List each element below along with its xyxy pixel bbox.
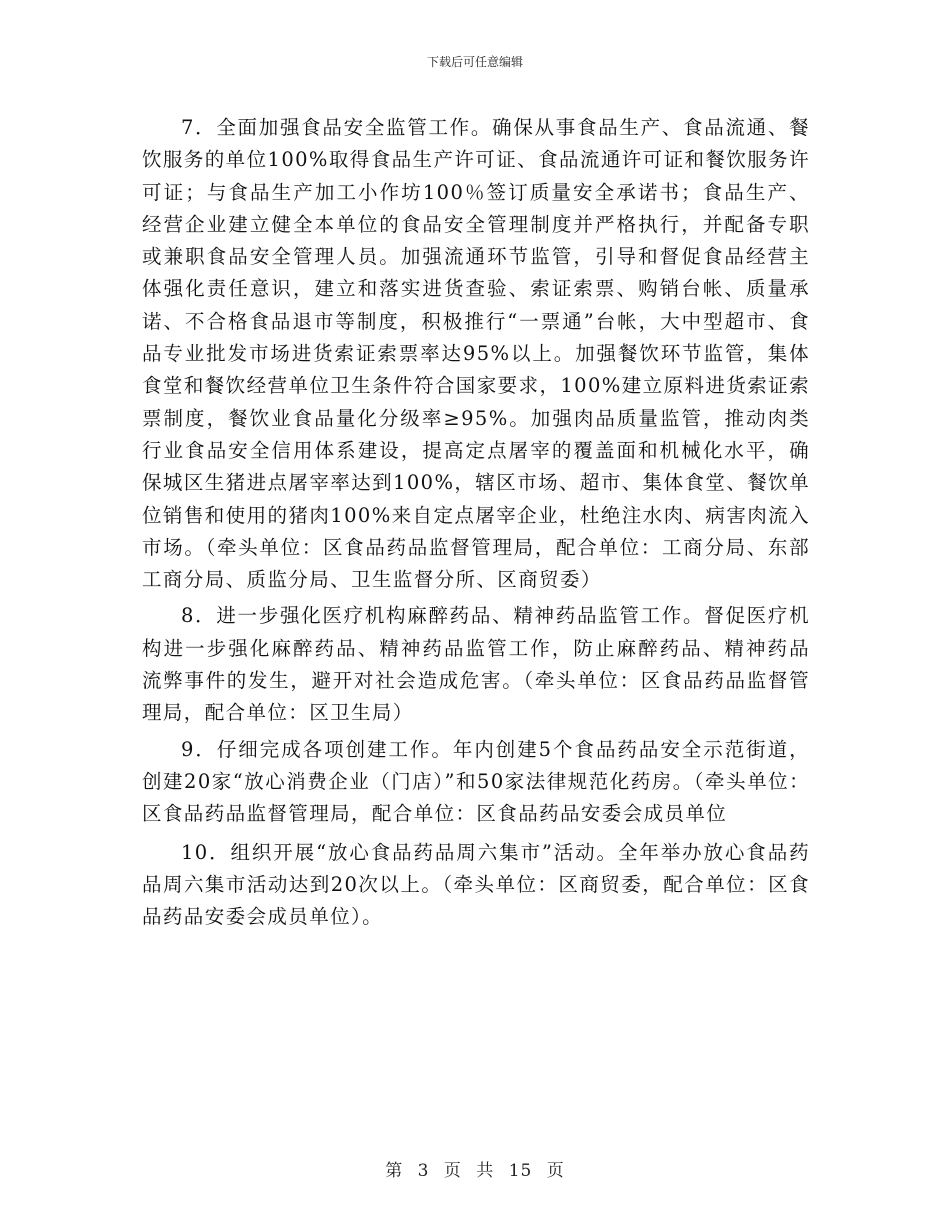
paragraph-item-8: 8．进一步强化医疗机构麻醉药品、精神药品监管工作。督促医疗机构进一步强化麻醉药品、精神药品监管工作，防止麻醉药品、精神药品流弊事件的发生，避开对社会造成危害。（牵头单位：区食品药品监督管理局，配合单位：区卫生局）: [142, 604, 810, 725]
document-body: [142, 112, 810, 937]
page-header-note: 下载后可任意编辑: [426, 55, 523, 69]
footer-current-page: 3: [417, 1161, 430, 1181]
footer-suffix: 页: [546, 1161, 565, 1181]
footer-total-pages: 15: [508, 1161, 533, 1181]
paragraph-item-10: 10．组织开展“放心食品药品周六集市”活动。全年举办放心食品药品周六集市活动达到20次以上。（牵头单位：区商贸委，配合单位：区食品药品安委会成员单位）。: [142, 840, 810, 929]
footer-page-word: 页: [443, 1161, 462, 1181]
paragraph-item-9: 9．仔细完成各项创建工作。年内创建5个食品药品安全示范街道，创建20家“放心消费企业（门店）”和50家法律规范化药房。（牵头单位：区食品药品监督管理局，配合单位：区食品药品安委会成员单位: [142, 737, 810, 826]
footer-total-prefix: 共: [476, 1161, 495, 1181]
page-footer: [0, 1156, 950, 1181]
paragraph-item-7: 7．全面加强食品安全监管工作。确保从事食品生产、食品流通、餐饮服务的单位100%取得食品生产许可证、食品流通许可证和餐饮服务许可证；与食品生产加工小作坊100％签订质量安全承诺书；食品生产、经营企业建立健全本单位的食品安全管理制度并严格执行，并配备专职或兼职食品安全管理人员。加强流通环节监管，引导和督促食品经营主体强化责任意识，建立和落实进货查验、索证索票、购销台帐、质量承诺、不合格食品退市等制度，积极推行“一票通”台帐，大中型超市、食品专业批发市场进货索证索票率达95%以上。加强餐饮环节监管，集体食堂和餐饮经营单位卫生条件符合国家要求，100%建立原料进货索证索票制度，餐饮业食品量化分级率≥95%。加强肉品质量监管，推动肉类行业食品安全信用体系建设，提高定点屠宰的覆盖面和机械化水平，确保城区生猪进点屠宰率达到100%，辖区市场、超市、集体食堂、餐饮单位销售和使用的猪肉100%来自定点屠宰企业，杜绝注水肉、病害肉流入市场。（牵头单位：区食品药品监督管理局，配合单位：工商分局、东部工商分局、质监分局、卫生监督分所、区商贸委）: [142, 116, 810, 592]
footer-prefix: 第: [385, 1161, 404, 1181]
